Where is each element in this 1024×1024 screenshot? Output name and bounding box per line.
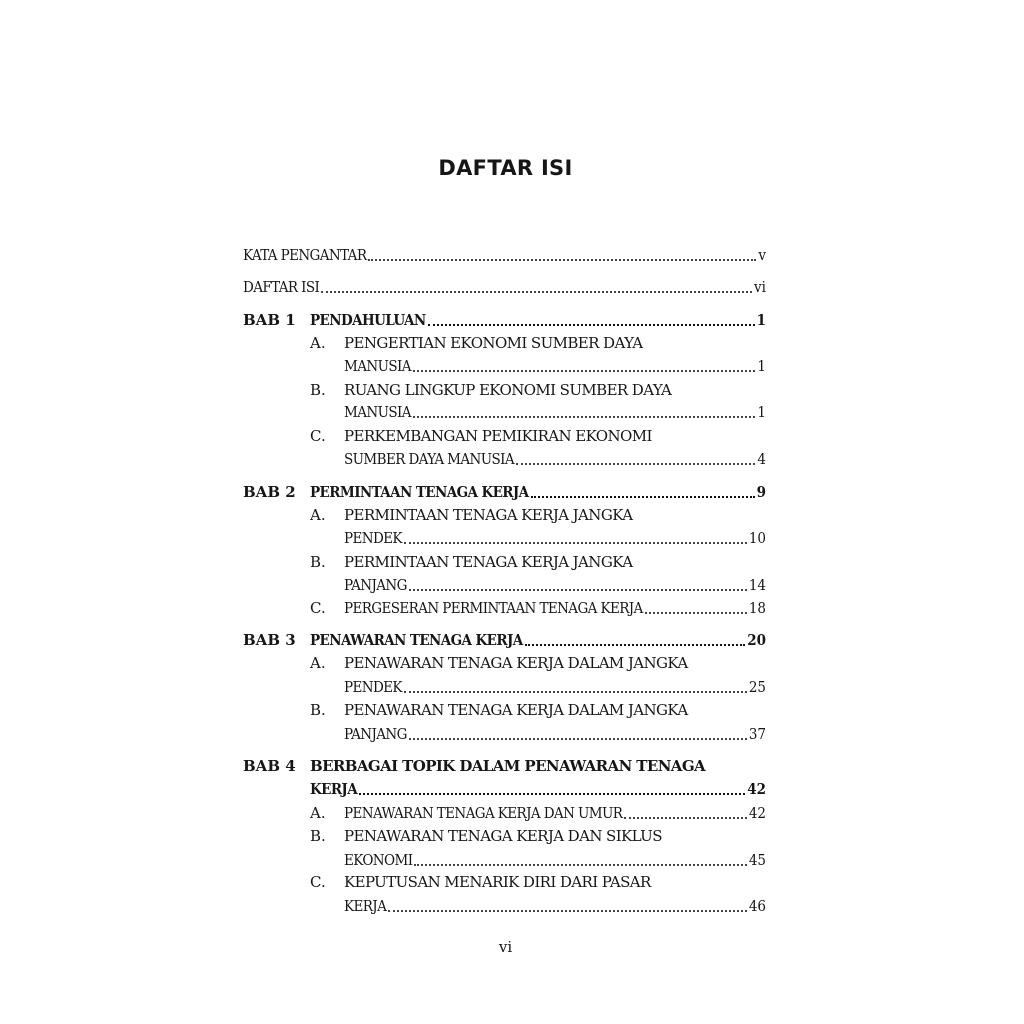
chapter-title: PENDAHULUAN xyxy=(310,311,426,329)
toc-page-number: 20 xyxy=(747,631,766,649)
section-letter: B. xyxy=(310,827,326,845)
section-letter: B. xyxy=(310,553,326,571)
section-letter: A. xyxy=(310,804,326,822)
chapter-label: BAB 3 xyxy=(243,631,296,649)
toc-entry-section-4a[interactable] xyxy=(344,801,766,823)
toc-page-number: 46 xyxy=(748,897,766,915)
toc-entry-section-1a[interactable] xyxy=(344,354,766,376)
toc-page-number: 37 xyxy=(748,725,766,743)
toc-entry-chapter-1[interactable] xyxy=(310,308,766,330)
toc-entry-section-4c[interactable] xyxy=(344,894,766,916)
chapter-title: BERBAGAI TOPIK DALAM PENAWARAN TENAGA xyxy=(310,757,706,775)
chapter-title: KERJA xyxy=(310,780,358,798)
dot-leader xyxy=(516,463,755,465)
toc-page-number: 42 xyxy=(748,804,766,822)
toc-page-number: 45 xyxy=(748,851,766,869)
dot-leader xyxy=(388,910,747,912)
section-title-line: RUANG LINGKUP EKONOMI SUMBER DAYA xyxy=(344,381,672,399)
toc-entry-chapter-2[interactable] xyxy=(310,480,766,502)
dot-leader xyxy=(531,496,755,498)
section-letter: B. xyxy=(310,381,326,399)
dot-leader xyxy=(404,691,747,693)
chapter-title: PERMINTAAN TENAGA KERJA xyxy=(310,483,529,501)
toc-entry-section-2c[interactable] xyxy=(344,596,766,618)
dot-leader xyxy=(414,864,746,866)
section-title-line: PENDEK xyxy=(344,529,402,547)
toc-entry-section-3b[interactable] xyxy=(344,722,766,744)
page-footer-number: vi xyxy=(498,938,513,956)
section-title-line: KEPUTUSAN MENARIK DIRI DARI PASAR xyxy=(344,873,651,891)
section-title-line: KERJA xyxy=(344,897,387,915)
toc-entry-section-2b[interactable] xyxy=(344,573,766,595)
section-title-line: EKONOMI xyxy=(344,851,413,869)
chapter-title: PENAWARAN TENAGA KERJA xyxy=(310,631,523,649)
dot-leader xyxy=(428,324,755,326)
toc-entry-front-2[interactable] xyxy=(243,275,766,297)
toc-entry-section-3a[interactable] xyxy=(344,675,766,697)
section-title-line: PERMINTAAN TENAGA KERJA JANGKA xyxy=(344,553,633,571)
dot-leader xyxy=(404,542,747,544)
toc-page-number: 1 xyxy=(757,357,766,375)
section-title-line: PENDEK xyxy=(344,678,402,696)
toc-entry-section-1b[interactable] xyxy=(344,400,766,422)
toc-page-number: 42 xyxy=(747,780,766,798)
toc-page-number: 9 xyxy=(756,483,766,501)
chapter-label: BAB 1 xyxy=(243,311,296,329)
toc-page-number: 18 xyxy=(748,599,766,617)
section-letter: B. xyxy=(310,701,326,719)
section-letter: A. xyxy=(310,654,326,672)
section-letter: A. xyxy=(310,334,326,352)
dot-leader xyxy=(525,644,746,646)
section-title-line: PANJANG xyxy=(344,725,407,743)
section-letter: C. xyxy=(310,427,326,445)
toc-page-number: 14 xyxy=(748,576,766,594)
section-letter: C. xyxy=(310,599,326,617)
dot-leader xyxy=(359,793,745,795)
chapter-label: BAB 4 xyxy=(243,757,296,775)
section-title-line: PENAWARAN TENAGA KERJA DAN UMUR xyxy=(344,804,623,822)
toc-page-number: 25 xyxy=(748,678,766,696)
section-letter: C. xyxy=(310,873,326,891)
dot-leader xyxy=(413,370,756,372)
dot-leader xyxy=(624,817,747,819)
toc-entry-chapter-4[interactable] xyxy=(310,777,766,799)
dot-leader xyxy=(409,589,747,591)
section-title-line: PERMINTAAN TENAGA KERJA JANGKA xyxy=(344,506,633,524)
section-letter: A. xyxy=(310,506,326,524)
toc-page-number: 4 xyxy=(757,450,766,468)
toc-page-number: 1 xyxy=(756,311,766,329)
toc-entry-section-2a[interactable] xyxy=(344,526,766,548)
dot-leader xyxy=(645,612,747,614)
section-title-line: PENAWARAN TENAGA KERJA DALAM JANGKA xyxy=(344,701,688,719)
dot-leader xyxy=(413,416,756,418)
toc-page-number: v xyxy=(758,246,766,264)
toc-page-number: 1 xyxy=(757,403,766,421)
toc-entry-title: KATA PENGANTAR xyxy=(243,246,367,264)
toc-entry-chapter-3[interactable] xyxy=(310,628,766,650)
dot-leader xyxy=(368,259,756,261)
toc-entry-title: DAFTAR ISI xyxy=(243,278,320,296)
section-title-line: PENAWARAN TENAGA KERJA DALAM JANGKA xyxy=(344,654,688,672)
section-title-line: PENAWARAN TENAGA KERJA DAN SIKLUS xyxy=(344,827,662,845)
chapter-label: BAB 2 xyxy=(243,483,296,501)
toc-entry-front-1[interactable] xyxy=(243,243,766,265)
toc-entry-section-4b[interactable] xyxy=(344,848,766,870)
page-title: DAFTAR ISI xyxy=(438,156,573,180)
section-title-line: MANUSIA xyxy=(344,403,411,421)
section-title-line: MANUSIA xyxy=(344,357,411,375)
toc-entry-section-1c[interactable] xyxy=(344,447,766,469)
section-title-line: PERGESERAN PERMINTAAN TENAGA KERJA xyxy=(344,599,643,617)
section-title-line: PERKEMBANGAN PEMIKIRAN EKONOMI xyxy=(344,427,652,445)
section-title-line: SUMBER DAYA MANUSIA xyxy=(344,450,515,468)
section-title-line: PENGERTIAN EKONOMI SUMBER DAYA xyxy=(344,334,643,352)
dot-leader xyxy=(409,738,747,740)
toc-page-number: vi xyxy=(754,278,766,296)
section-title-line: PANJANG xyxy=(344,576,407,594)
toc-page-number: 10 xyxy=(748,529,766,547)
dot-leader xyxy=(321,291,752,293)
